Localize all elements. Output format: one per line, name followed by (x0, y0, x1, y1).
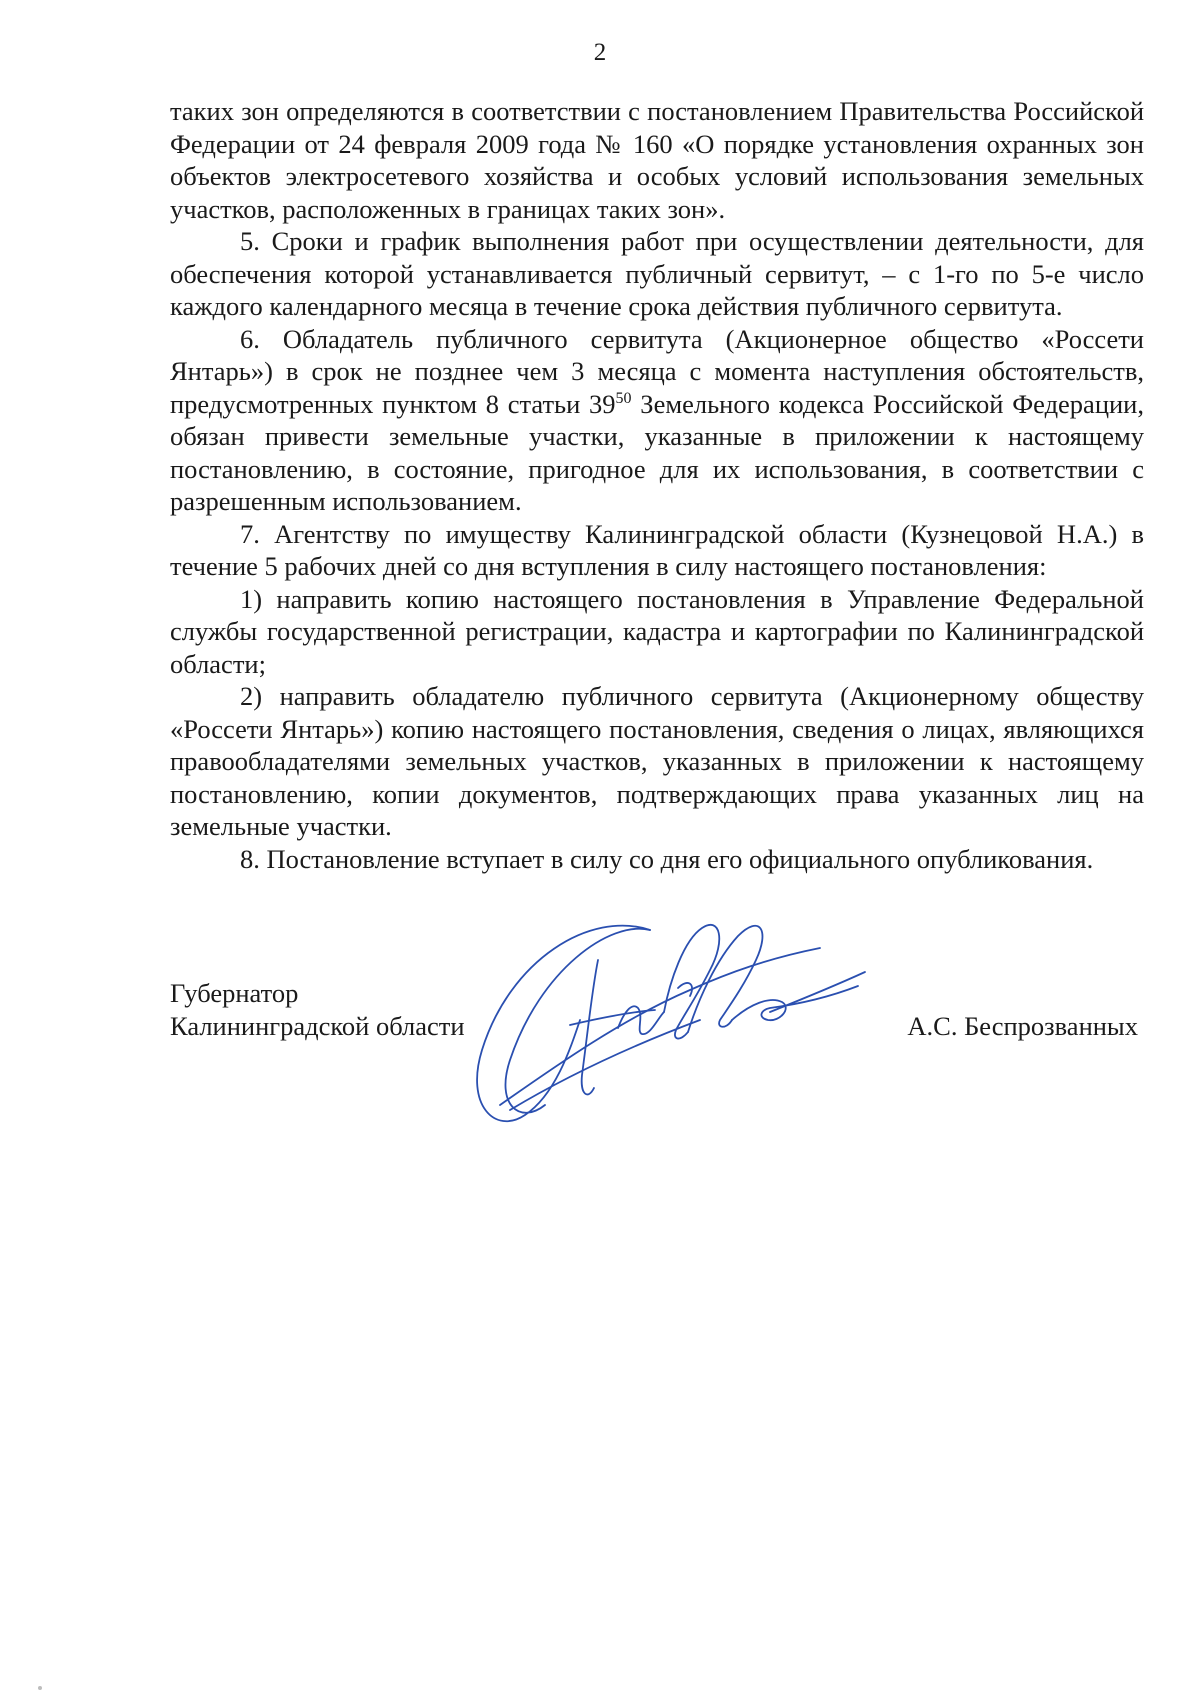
signer-position (170, 977, 465, 1042)
article-superscript: 50 (615, 389, 632, 407)
paragraph-7: 7. Агентству по имуществу Калининградской области (Кузнецовой Н.А.) в течение 5 рабочих дней со дня вступления в силу настоящего постановления: (170, 518, 1144, 581)
signer-position-line-1: Губернатор (170, 978, 299, 1008)
paragraph-5: 5. Сроки и график выполнения работ при осуществлении деятельности, для обеспечения которой устанавливается публичный сервитут, – с 1-го по 5-е число каждого календарного месяца в течение срока действия публичного сервитута. (170, 226, 1144, 321)
signer-position-line-2: Калининградской области (170, 1010, 465, 1041)
handwritten-signature (470, 900, 890, 1140)
paragraph-6-text-end: Земельного кодекса Российской Федерации, обязан привести земельные участки, указанные в приложении к настоящему постановлению, в состояние, пригодное для их использования, в соответствии с разрешенным использованием. (170, 388, 1144, 516)
page-number: 2 (593, 39, 607, 66)
scan-artifact-dot (38, 1686, 42, 1690)
paragraph-continuation: таких зон определяются в соответствии с постановлением Правительства Российской Федерации от 24 февраля 2009 года № 160 «О порядке установления охранных зон объектов электросетевого хозяйства и особых условий использования земельных участков, расположенных в границах таких зон». (170, 96, 1144, 224)
paragraph-7-item-2: 2) направить обладателю публичного сервитута (Акционерному обществу «Россети Янтарь») копию настоящего постановления, сведения о лицах, являющихся правообладателями земельных участков, указанных в приложении к настоящему постановлению, копии документов, подтверждающих права указанных лиц на земельные участки. (170, 681, 1144, 841)
document-body (170, 95, 1144, 875)
paragraph-8: 8. Постановление вступает в силу со дня его официального опубликования. (240, 843, 1094, 874)
paragraph-6 (170, 323, 1144, 518)
signer-name: А.С. Беспрозванных (907, 1010, 1138, 1041)
paragraph-7-item-1: 1) направить копию настоящего постановления в Управление Федеральной службы государственной регистрации, кадастра и картографии по Калининградской области; (170, 583, 1144, 679)
paragraph-6-text-start: 6. Обладатель публичного сервитута (Акционерное общество «Россети Янтарь») в срок не позднее чем 3 месяца с момента наступления обстоятельств, предусмотренных пунктом 8 статьи 39 (170, 323, 1144, 419)
